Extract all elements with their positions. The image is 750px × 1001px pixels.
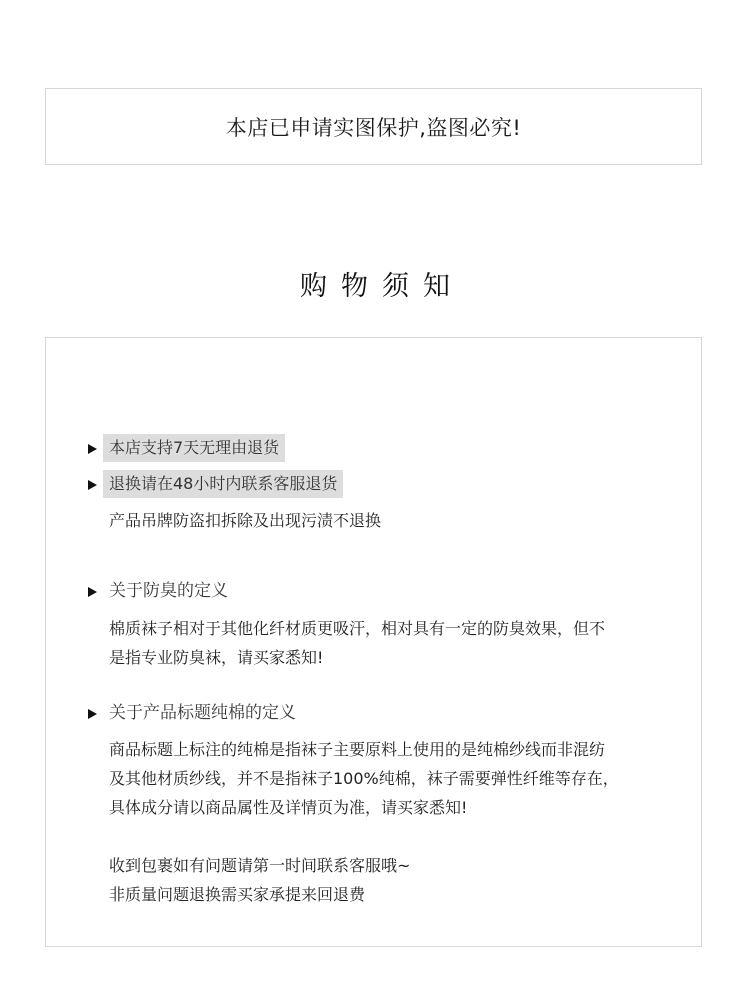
triangle-bullet-icon <box>88 444 97 454</box>
tag-note-text: 产品吊牌防盗扣拆除及出现污渍不退换 <box>109 511 382 530</box>
copyright-notice-text: 本店已申请实图保护,盗图必究! <box>225 115 522 140</box>
exchange-policy-highlight: 退换请在48小时内联系客服退货 <box>103 470 343 498</box>
shopping-notice-box <box>45 337 702 947</box>
triangle-bullet-icon <box>88 480 97 490</box>
copyright-notice-box <box>45 88 702 165</box>
triangle-bullet-icon <box>88 709 97 719</box>
return-policy-highlight: 本店支持7天无理由退货 <box>103 434 285 462</box>
odor-paragraph: 棉质袜子相对于其他化纤材质更吸汗，相对具有一定的防臭效果，但不 是指专业防臭袜，请买家悉知! <box>109 619 606 667</box>
page-title: 购物须知 <box>300 271 464 302</box>
cotton-heading: 关于产品标题纯棉的定义 <box>109 703 296 723</box>
closing-paragraph: 收到包裹如有问题请第一时间联系客服哦~ 非质量问题退换需买家承提来回退费 <box>109 856 411 904</box>
cotton-paragraph: 商品标题上标注的纯棉是指袜子主要原料上使用的是纯棉纱线而非混纺 及其他材质纱线，并不是指袜子100%纯棉，袜子需要弹性纤维等存在， 具体成分请以商品属性及详情页为准，请买家悉知! <box>109 740 619 817</box>
triangle-bullet-icon <box>88 587 97 597</box>
odor-heading: 关于防臭的定义 <box>109 581 228 601</box>
